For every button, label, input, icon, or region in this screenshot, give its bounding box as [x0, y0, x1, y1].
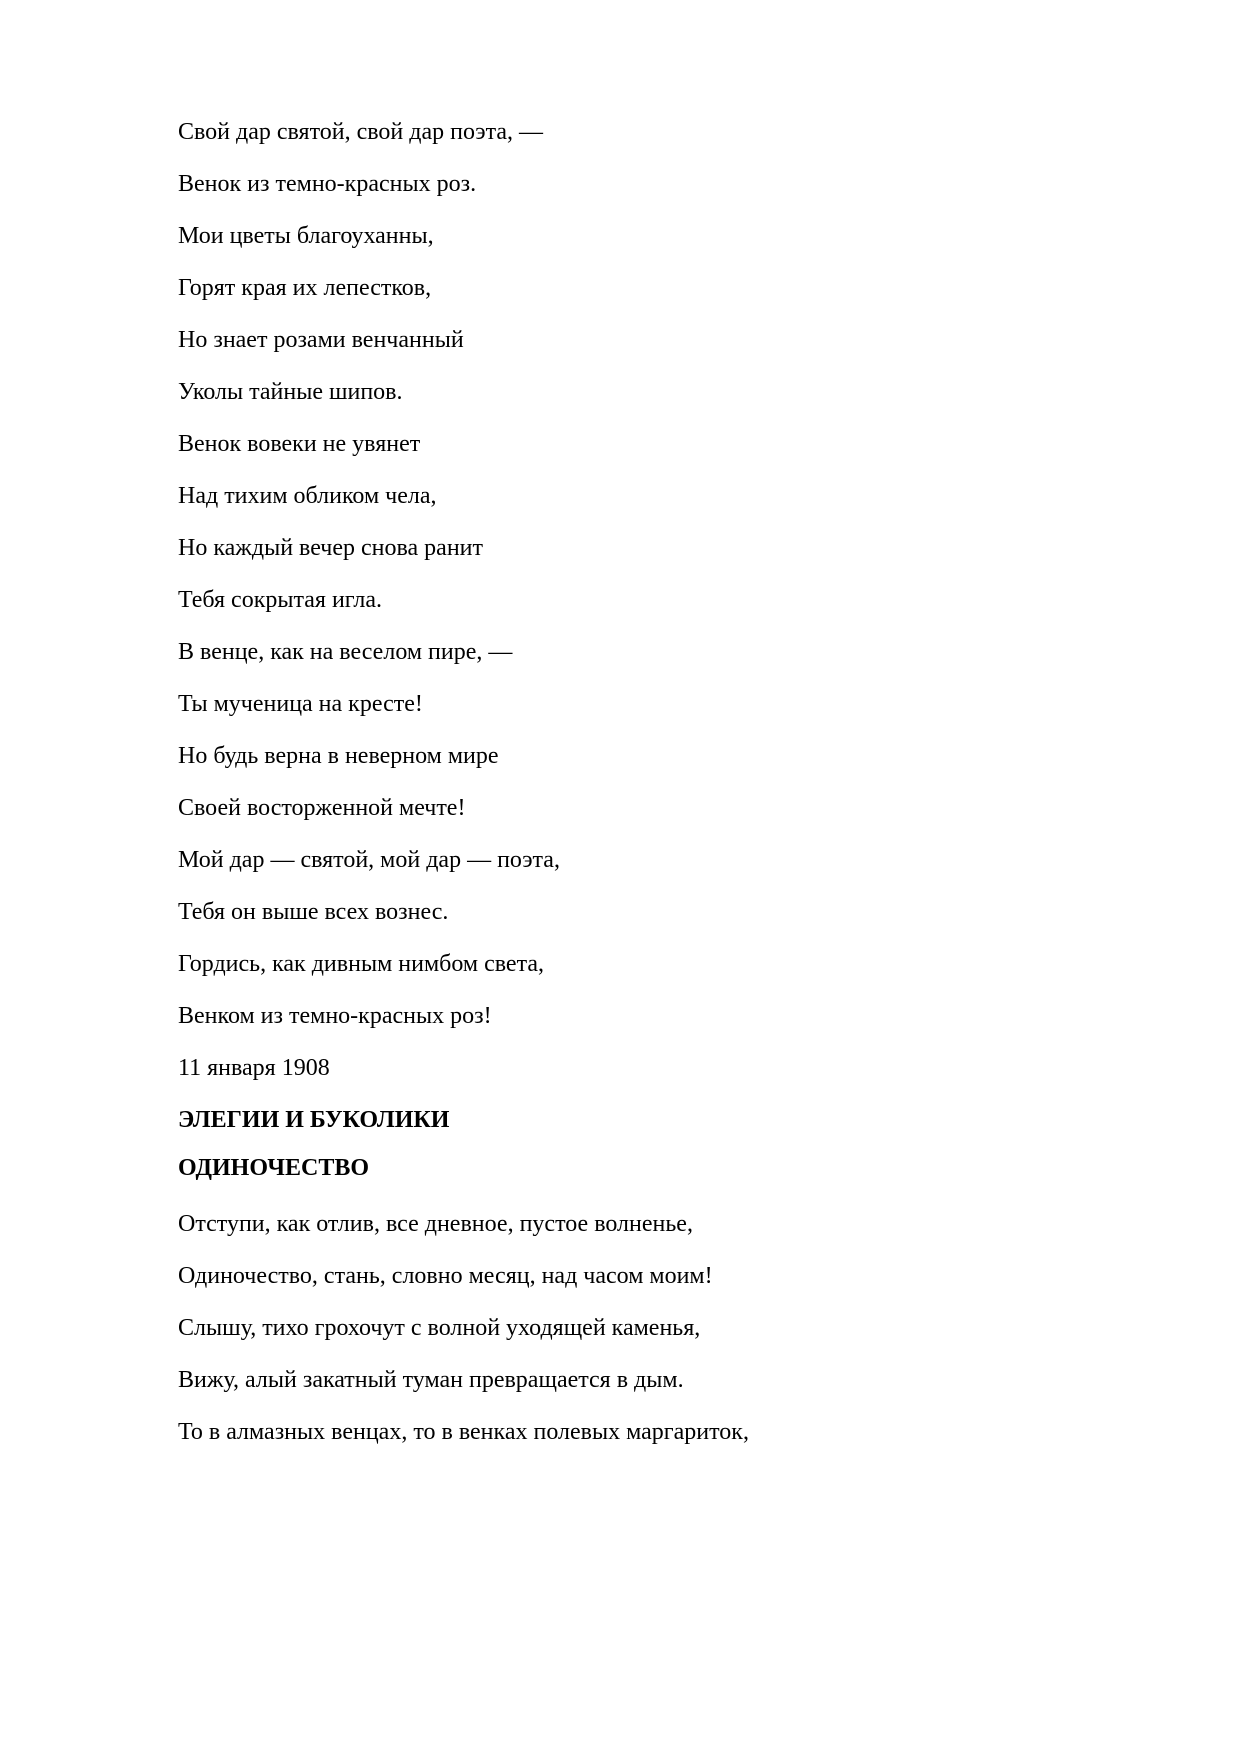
poem-line: Но знает розами венчанный — [178, 327, 464, 353]
poem-line: Вижу, алый закатный туман превращается в дым. — [178, 1367, 684, 1393]
poem-line: Отступи, как отлив, все дневное, пустое волненье, — [178, 1211, 693, 1237]
poem-line: Венком из темно-красных роз! — [178, 1003, 492, 1029]
poem-line: Но будь верна в неверном мире — [178, 743, 499, 769]
poem-line: Тебя сокрытая игла. — [178, 587, 383, 613]
poem-line: То в алмазных венцах, то в венках полевых маргариток, — [178, 1419, 749, 1445]
poem-line: Горят края их лепестков, — [178, 275, 432, 301]
poem-line: Одиночество, стань, словно месяц, над часом моим! — [178, 1263, 713, 1289]
poem-line: Но каждый вечер снова ранит — [178, 535, 484, 561]
poem-line: Мой дар — святой, мой дар — поэта, — [178, 847, 560, 873]
poem-line: Венок из темно-красных роз. — [178, 171, 477, 197]
section-title: ЭЛЕГИИ И БУКОЛИКИ — [178, 1107, 450, 1133]
poem-line: Над тихим обликом чела, — [178, 483, 437, 509]
poem-line: Венок вовеки не увянет — [178, 431, 421, 457]
poem-line: Мои цветы благоуханны, — [178, 223, 434, 249]
poem-line: Свой дар святой, свой дар поэта, — — [178, 119, 544, 145]
poem-line: Своей восторженной мечте! — [178, 795, 466, 821]
poem-date: 11 января 1908 — [178, 1055, 330, 1081]
poem-title: ОДИНОЧЕСТВО — [178, 1155, 370, 1181]
poem-line: Тебя он выше всех вознес. — [178, 899, 449, 925]
poem-line: Гордись, как дивным нимбом света, — [178, 951, 544, 977]
poem-line: В венце, как на веселом пире, — — [178, 639, 513, 665]
poem-line: Слышу, тихо грохочут с волной уходящей каменья, — [178, 1315, 701, 1341]
poem-line: Ты мученица на кресте! — [178, 691, 423, 717]
poem-line: Уколы тайные шипов. — [178, 379, 403, 405]
